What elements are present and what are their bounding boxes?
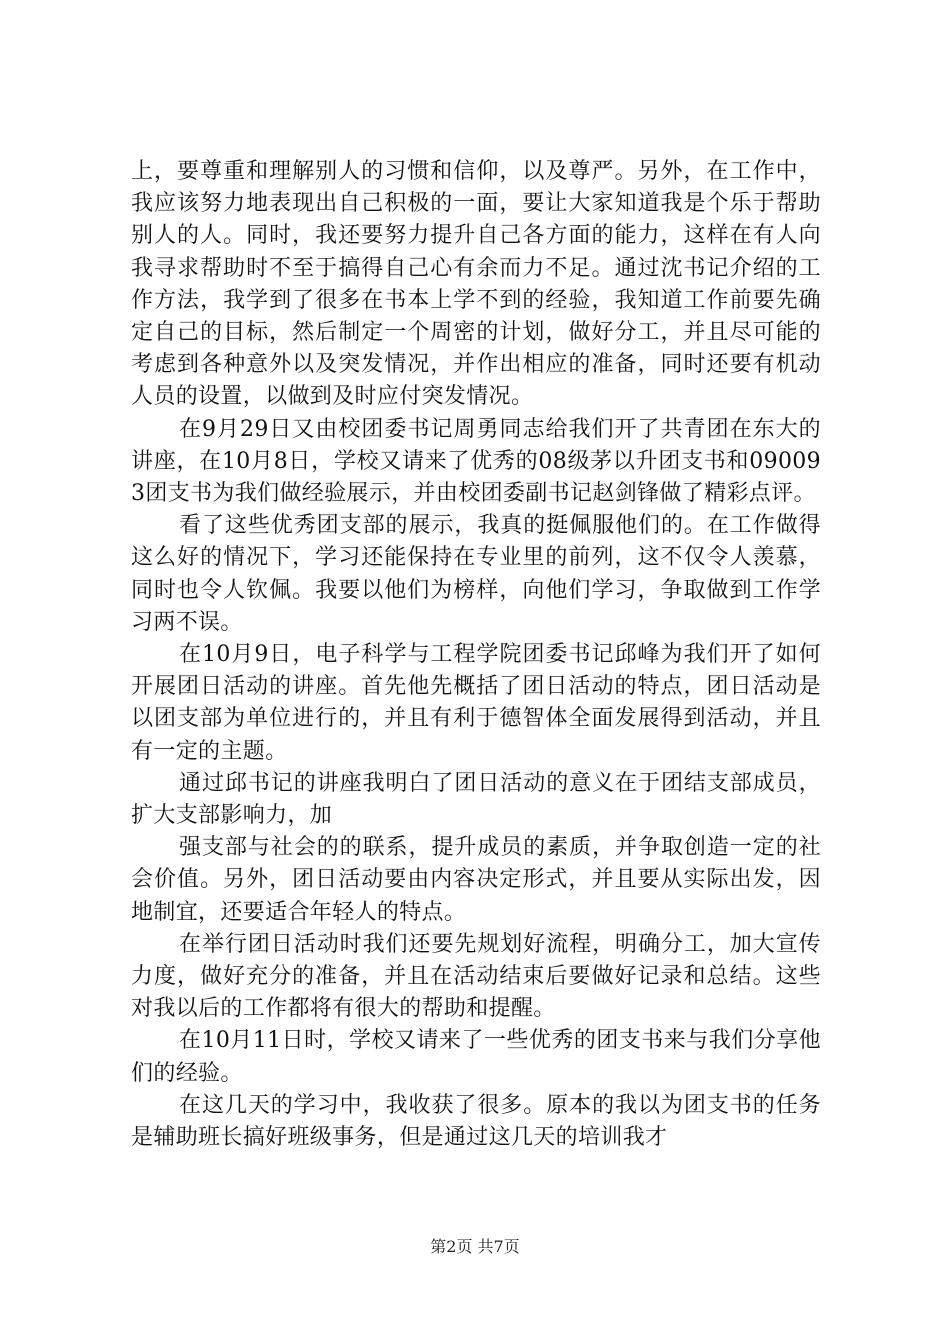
page-number-label: 第2页 共7页 <box>430 1237 520 1256</box>
paragraph: 在10月11日时，学校又请来了一些优秀的团支书来与我们分享他们的经验。 <box>131 1028 821 1086</box>
paragraph: 看了这些优秀团支部的展示，我真的挺佩服他们的。在工作做得这么好的情况下，学习还能保持在专业里的前列，这不仅令人羡慕，同时也令人钦佩。我要以他们为榜样，向他们学习，争取做到工作学习两不误。 <box>131 513 821 635</box>
paragraph: 在举行团日活动时我们还要先规划好流程，明确分工，加大宣传力度，做好充分的准备，并且在活动结束后要做好记录和总结。这些对我以后的工作都将有很大的帮助和提醒。 <box>131 931 821 1022</box>
document-body <box>131 156 821 1154</box>
paragraph: 在这几天的学习中，我收获了很多。原本的我以为团支书的任务是辅助班长搞好班级事务，但是通过这几天的培训我才 <box>131 1092 821 1151</box>
paragraph: 通过邱书记的讲座我明白了团日活动的意义在于团结支部成员，扩大支部影响力，加 <box>131 770 821 829</box>
page-footer <box>0 1237 950 1257</box>
paragraph: 在10月9日，电子科学与工程学院团委书记邱峰为我们开了如何开展团日活动的讲座。首先他先概括了团日活动的特点，团日活动是以团支部为单位进行的，并且有利于德智体全面发展得到活动，并且有一定的主题。 <box>131 642 821 764</box>
paragraph: 上，要尊重和理解别人的习惯和信仰，以及尊严。另外，在工作中，我应该努力地表现出自己积极的一面，要让大家知道我是个乐于帮助别人的人。同时，我还要努力提升自己各方面的能力，这样在有人向我寻求帮助时不至于搞得自己心有余而力不足。通过沈书记介绍的工作方法，我学到了很多在书本上学不到的经验，我知道工作前要先确定自己的目标，然后制定一个周密的计划，做好分工，并且尽可能的考虑到各种意外以及突发情况，并作出相应的准备，同时还要有机动人员的设置，以做到及时应付突发情况。 <box>131 159 821 410</box>
paragraph: 在9月29日又由校团委书记周勇同志给我们开了共青团在东大的讲座，在10月8日，学校又请来了优秀的08级茅以升团支书和090093团支书为我们做经验展示，并由校团委副书记赵剑锋做了精彩点评。 <box>131 416 821 507</box>
paragraph: 强支部与社会的的联系，提升成员的素质，并争取创造一定的社会价值。另外，团日活动要由内容决定形式，并且要从实际出发，因地制宜，还要适合年轻人的特点。 <box>131 835 821 925</box>
